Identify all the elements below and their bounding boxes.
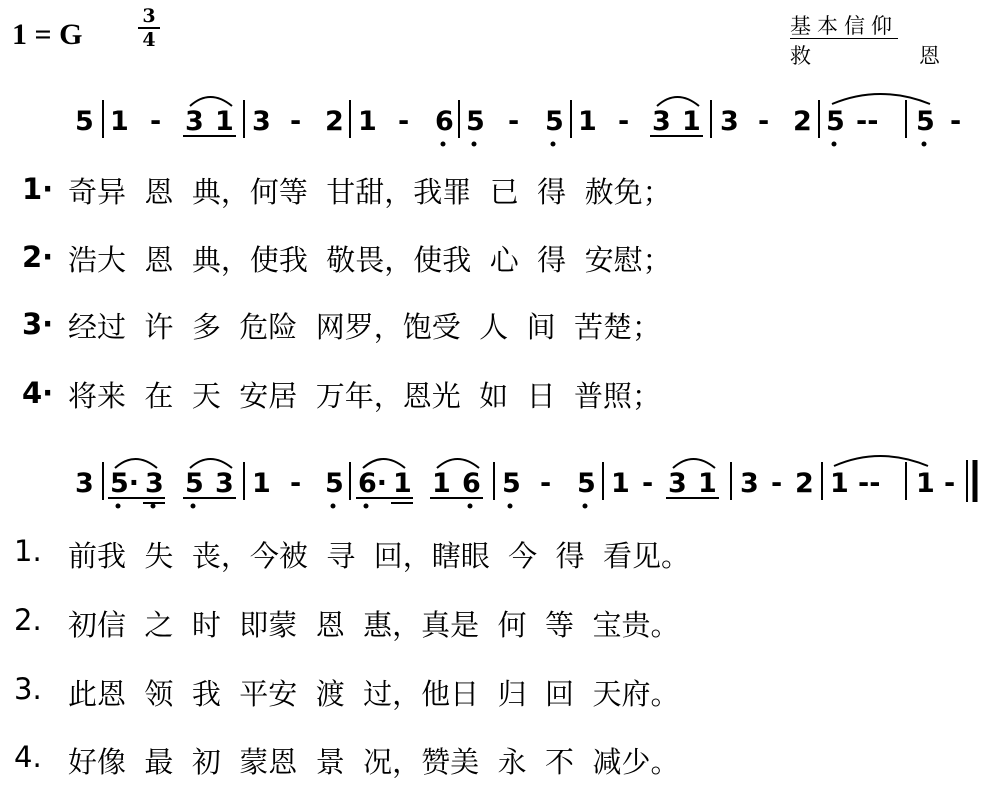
low-octave-dot <box>364 504 369 509</box>
note: 3 <box>652 106 671 137</box>
dash: - <box>771 468 783 499</box>
verse-number: 3· <box>22 307 54 341</box>
note: 5 <box>577 468 596 499</box>
dash: - <box>290 106 302 137</box>
note: 3 <box>75 468 94 499</box>
dash: -- <box>856 106 879 137</box>
low-octave-dot <box>508 504 513 509</box>
dash: - <box>944 468 956 499</box>
lyric-line: 好像 最 初 蒙恩 景 况，赞美 永 不 减少。 <box>68 745 680 779</box>
note: 1 <box>611 468 630 499</box>
dash: - <box>642 468 654 499</box>
low-octave-dot <box>472 142 477 147</box>
slur <box>437 459 479 468</box>
note: 1 <box>698 468 717 499</box>
verse-number: 3. <box>14 672 42 706</box>
key-signature: 1 = G <box>12 18 83 51</box>
slur <box>190 459 232 468</box>
verse-number: 1. <box>14 534 42 568</box>
dash: - <box>758 106 770 137</box>
low-octave-dot <box>832 142 837 147</box>
note: 5 <box>826 106 845 137</box>
note: 2 <box>795 468 814 499</box>
note: 5 <box>325 468 344 499</box>
dash: - <box>290 468 302 499</box>
note: 1 <box>682 106 701 137</box>
lyric-line: 初信 之 时 即蒙 恩 惠，真是 何 等 宝贵。 <box>68 608 680 642</box>
verse-number: 4· <box>22 376 54 410</box>
lyric-line: 将来 在 天 安居 万年，恩光 如 日 普照； <box>68 379 662 413</box>
staff-line-1 <box>75 94 961 147</box>
low-octave-dot <box>151 504 156 509</box>
note: 6 <box>462 468 481 499</box>
low-octave-dot <box>191 504 196 509</box>
dash: - <box>540 468 552 499</box>
verse-number: 2. <box>14 603 42 637</box>
note: 5· <box>110 468 140 499</box>
low-octave-dot <box>468 504 473 509</box>
staff-line-2 <box>75 456 975 509</box>
lyric-line: 经过 许 多 危险 网罗，饱受 人 间 苦楚； <box>68 310 662 344</box>
verse-number: 1· <box>22 172 54 206</box>
note: 1 <box>578 106 597 137</box>
slur <box>115 459 157 468</box>
note: 3 <box>668 468 687 499</box>
note: 1 <box>252 468 271 499</box>
low-octave-dot <box>331 504 336 509</box>
slur <box>673 459 715 468</box>
lyric-line: 奇异 恩 典，何等 甘甜，我罪 已 得 赦免； <box>68 175 672 209</box>
note: 3 <box>740 468 759 499</box>
note: 1 <box>830 468 849 499</box>
note: 5 <box>75 106 94 137</box>
dash: - <box>508 106 520 137</box>
note: 5 <box>545 106 564 137</box>
note: 3 <box>720 106 739 137</box>
note: 2 <box>793 106 812 137</box>
low-octave-dot <box>551 142 556 147</box>
note: 1 <box>358 106 377 137</box>
slur <box>657 97 699 106</box>
time-signature-bottom: 4 <box>142 29 156 51</box>
lyric-line: 此恩 领 我 平安 渡 过，他日 归 回 天府。 <box>68 677 680 711</box>
time-signature-top: 3 <box>142 5 156 27</box>
dash: - <box>398 106 410 137</box>
note: 3 <box>145 468 164 499</box>
note: 1 <box>393 468 412 499</box>
note: 5 <box>466 106 485 137</box>
note: 1 <box>110 106 129 137</box>
hymn-category: 基本信仰 <box>790 14 898 38</box>
low-octave-dot <box>116 504 121 509</box>
dash: - <box>150 106 162 137</box>
subcategory-char: 救 <box>790 44 811 68</box>
dash: - <box>618 106 630 137</box>
dash: -- <box>858 468 881 499</box>
low-octave-dot <box>583 504 588 509</box>
note: 1 <box>215 106 234 137</box>
note: 5 <box>185 468 204 499</box>
dash: - <box>950 106 962 137</box>
note: 3 <box>252 106 271 137</box>
low-octave-dot <box>922 142 927 147</box>
subcategory-char: 恩 <box>919 44 940 68</box>
note: 1 <box>916 468 935 499</box>
verse-number: 2· <box>22 240 54 274</box>
slur <box>363 459 405 468</box>
tie <box>834 456 928 466</box>
note: 3 <box>185 106 204 137</box>
note: 6 <box>435 106 454 137</box>
tie <box>832 94 930 104</box>
low-octave-dot <box>441 142 446 147</box>
note: 6· <box>358 468 388 499</box>
lyric-line: 前我 失 丧，今被 寻 回，瞎眼 今 得 看见。 <box>68 539 691 573</box>
note: 3 <box>215 468 234 499</box>
note: 5 <box>502 468 521 499</box>
lyric-line: 浩大 恩 典，使我 敬畏，使我 心 得 安慰； <box>68 243 672 277</box>
slur <box>190 97 232 106</box>
note: 2 <box>325 106 344 137</box>
verse-number: 4. <box>14 740 42 774</box>
note: 5 <box>916 106 935 137</box>
note: 1 <box>432 468 451 499</box>
